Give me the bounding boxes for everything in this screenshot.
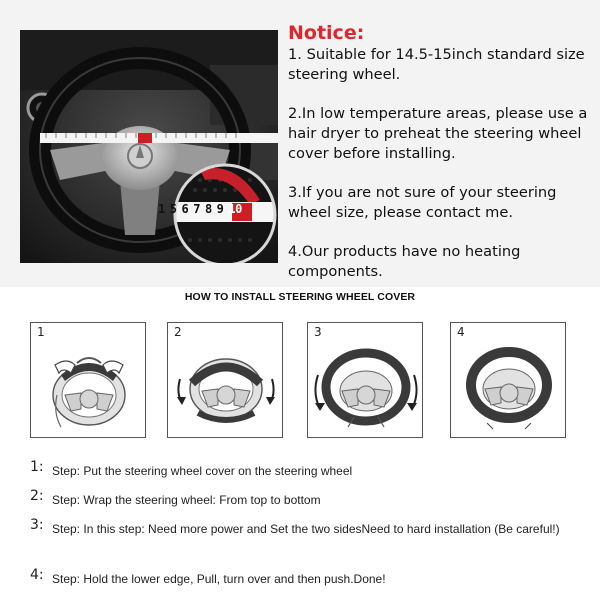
tape-digits xyxy=(158,202,278,216)
panel-number: 4 xyxy=(457,325,465,339)
panel-number: 2 xyxy=(174,325,182,339)
notice-item-4: 4.Our products have no heating components. xyxy=(288,243,521,280)
install-title: HOW TO INSTALL STEERING WHEEL COVER xyxy=(184,291,416,303)
step-text: Step: In this step: Need more power and Set the two sidesNeed to hard installation (Be careful!) xyxy=(52,522,560,536)
wheel-step-4-icon xyxy=(451,323,567,439)
steering-wheel-illustration xyxy=(20,30,278,263)
tape-digit: 6 xyxy=(181,202,189,216)
step-text: Step: Hold the lower edge, Pull, turn over and then push.Done! xyxy=(52,572,386,586)
step-number: 1: xyxy=(30,459,44,475)
tape-digit: 9 xyxy=(216,202,224,216)
wheel-step-2-icon xyxy=(168,323,284,439)
step-number: 4: xyxy=(30,567,44,583)
notice-item-2: 2.In low temperature areas, please use a hair dryer to preheat the steering wheel cover before installing. xyxy=(288,105,588,162)
install-panel-1 xyxy=(30,322,146,438)
wheel-step-3-icon xyxy=(308,323,424,439)
install-panel-2 xyxy=(167,322,283,438)
install-panel-4 xyxy=(450,322,566,438)
panel-number: 3 xyxy=(314,325,322,339)
panel-number: 1 xyxy=(37,325,45,339)
step-number: 2: xyxy=(30,488,44,504)
notice-title: Notice: xyxy=(288,22,365,44)
notice-item-3: 3.If you are not sure of your steering wheel size, please contact me. xyxy=(288,184,557,221)
tape-digit-highlight: 10 xyxy=(228,202,242,216)
notice-item-1: 1. Suitable for 14.5-15inch standard size steering wheel. xyxy=(288,46,585,83)
steering-wheel-photo xyxy=(20,30,278,263)
tape-digit: 7 xyxy=(193,202,200,216)
step-number: 3: xyxy=(30,517,44,533)
wheel-step-1-icon xyxy=(31,323,147,439)
tape-digit: 1 xyxy=(158,202,165,216)
step-text: Step: Put the steering wheel cover on the steering wheel xyxy=(52,464,353,478)
notice-block xyxy=(288,22,598,282)
step-text: Step: Wrap the steering wheel: From top to bottom xyxy=(52,493,321,507)
tape-digit: 5 xyxy=(169,202,177,216)
install-panel-3 xyxy=(307,322,423,438)
tape-digit: 8 xyxy=(204,202,212,216)
